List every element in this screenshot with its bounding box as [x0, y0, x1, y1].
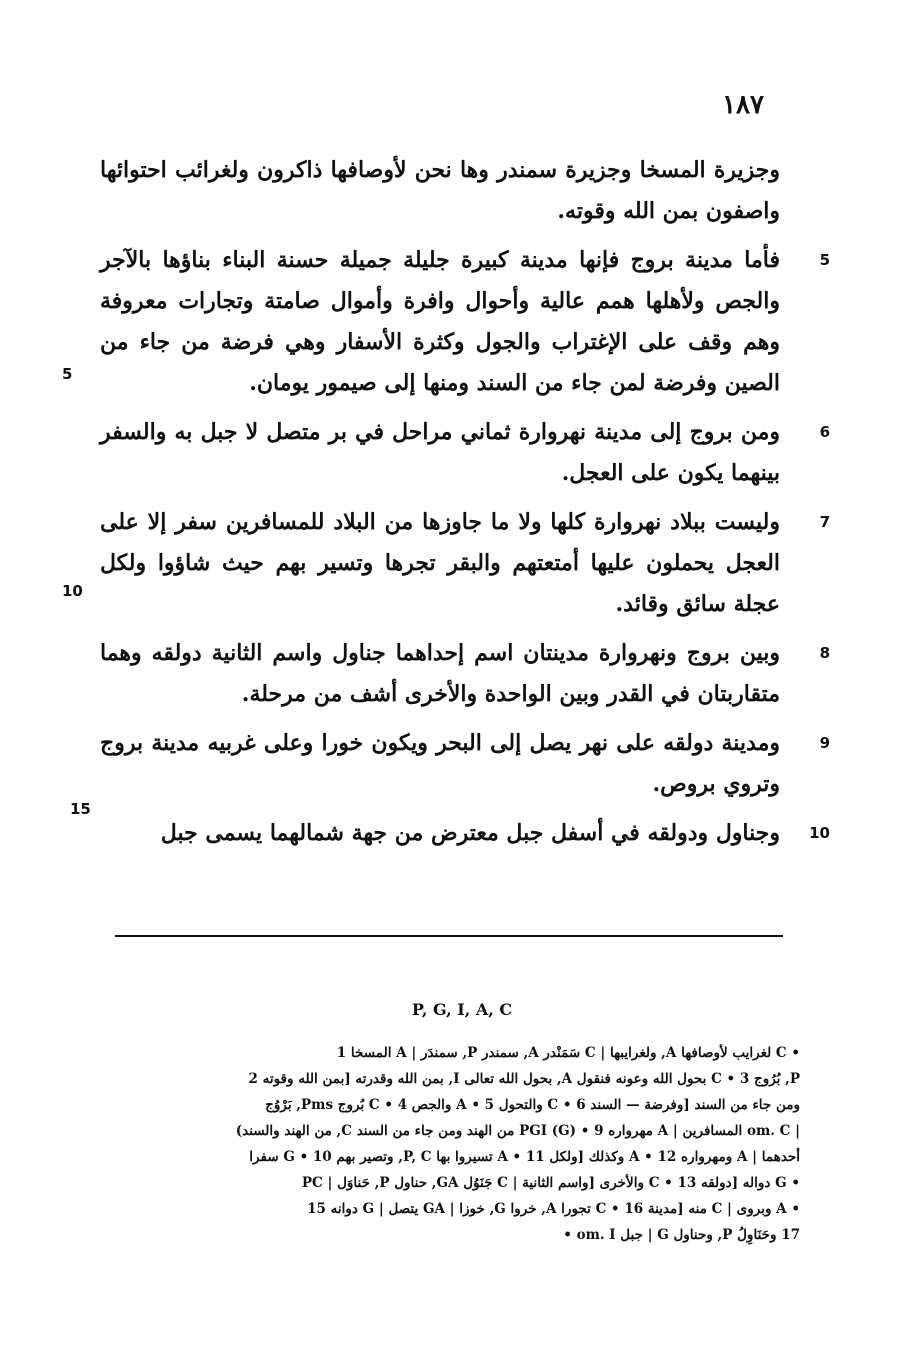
apparatus-line: أحدهما | A ومهرواره 12 • A وكذلك [ولكل 11 • A تسيروا بها P, C, وتصير بهم 10 • G سفرا: [249, 1149, 800, 1165]
paragraph-text: وليست ببلاد نهروارة كلها ولا ما جاوزها من البلاد للمسافرين سفر إلا على العجل يحملون عليها أمتعتهم والبقر تجرها وتسير بهم حيث شاؤوا ولكل عجلة سائق وقائد.: [100, 509, 780, 617]
paragraph-number: 6: [819, 423, 830, 441]
main-text: [100, 150, 830, 862]
apparatus-line: ومن جاء من السند [وفرضة — السند 6 • C والتحول 5 • A والجص 4 • C بُروج Pms, بَرْوُج: [265, 1097, 800, 1113]
margin-line-number: 5: [62, 365, 73, 383]
paragraph: [100, 723, 830, 805]
paragraph-text: فأما مدينة بروج فإنها مدينة كبيرة جليلة جميلة حسنة البناء بناؤها بالآجر والجص ولأهلها همم عالية وأحوال وافرة وأموال صامتة وتجارات معروفة وهم وقف على الإغتراب والجول وكثرة الأسفار وهي فرضة من جاء من الصين وفرضة لمن جاء من السند ومنها إلى صيمور يومان.: [100, 247, 780, 396]
paragraph: [100, 502, 830, 625]
paragraph-number: 10: [809, 824, 830, 842]
footnote-divider: [115, 935, 783, 937]
paragraph-text: ومدينة دولقه على نهر يصل إلى البحر ويكون خورا وعلى غربيه مدينة بروج وتروي بروص.: [100, 730, 780, 797]
apparatus-line: | om. C المسافرين | A مهرواره 9 • PGI (G) من الهند ومن جاء من السند C, من الهند والسند): [235, 1123, 800, 1139]
apparatus-line: P, بُرُوج 3 • C بحول الله وعونه فنقول A, بحول الله تعالى I, بمن الله وقدرته [بمن الله وقوته 2: [248, 1071, 800, 1087]
apparatus-line: • A وبروى | C منه [مدينة 16 • C تجورا A, خروا G, خوزا | GA يتصل | G دوانه 15: [307, 1201, 800, 1217]
paragraph-number: 5: [819, 251, 830, 269]
paragraph-text: ومن بروج إلى مدينة نهروارة ثماني مراحل في بر متصل لا جبل به والسفر بينهما يكون على العجل.: [100, 419, 780, 486]
paragraph: [100, 412, 830, 494]
paragraph-number: 7: [819, 513, 830, 531]
manuscript-sigla: P, G, I, A, C: [411, 1000, 513, 1019]
apparatus-line: • C لغرايب لأوصافها A, ولغرايبها | C سَمَنْدر A, سمندر P, سمندَر | A المسخا 1: [336, 1045, 800, 1061]
critical-apparatus: [110, 1040, 800, 1248]
paragraph: [100, 633, 830, 715]
margin-line-number: 10: [62, 582, 83, 600]
paragraph: [100, 813, 830, 854]
paragraph: [100, 150, 780, 232]
margin-line-number: 15: [70, 800, 91, 818]
paragraph-text: وبين بروج ونهروارة مدينتان اسم إحداهما جناول واسم الثانية دولقه وهما متقاربتان في القدر وبين الواحدة والأخرى أشف من مرحلة.: [100, 640, 780, 707]
paragraph-number: 9: [819, 734, 830, 752]
paragraph: [100, 240, 830, 404]
apparatus-line: • G دواله [دولقه 13 • C والأخرى [واسم الثانية | C جَنَوُل GA, حناول P, حَناوَل | PC: [301, 1175, 800, 1191]
page-number: ١٨٧: [722, 90, 764, 120]
paragraph-text: وجزيرة المسخا وجزيرة سمندر وها نحن لأوصافها ذاكرون ولغرائب احتوائها واصفون بمن الله وقوته.: [100, 157, 780, 224]
apparatus-line: 17 وحَنَاوِلُ P, وحناول G | جبل om. I •: [563, 1227, 800, 1243]
paragraph-text: وجناول ودولقه في أسفل جبل معترض من جهة شمالهما يسمى جبل: [160, 820, 780, 846]
paragraph-number: 8: [819, 644, 830, 662]
